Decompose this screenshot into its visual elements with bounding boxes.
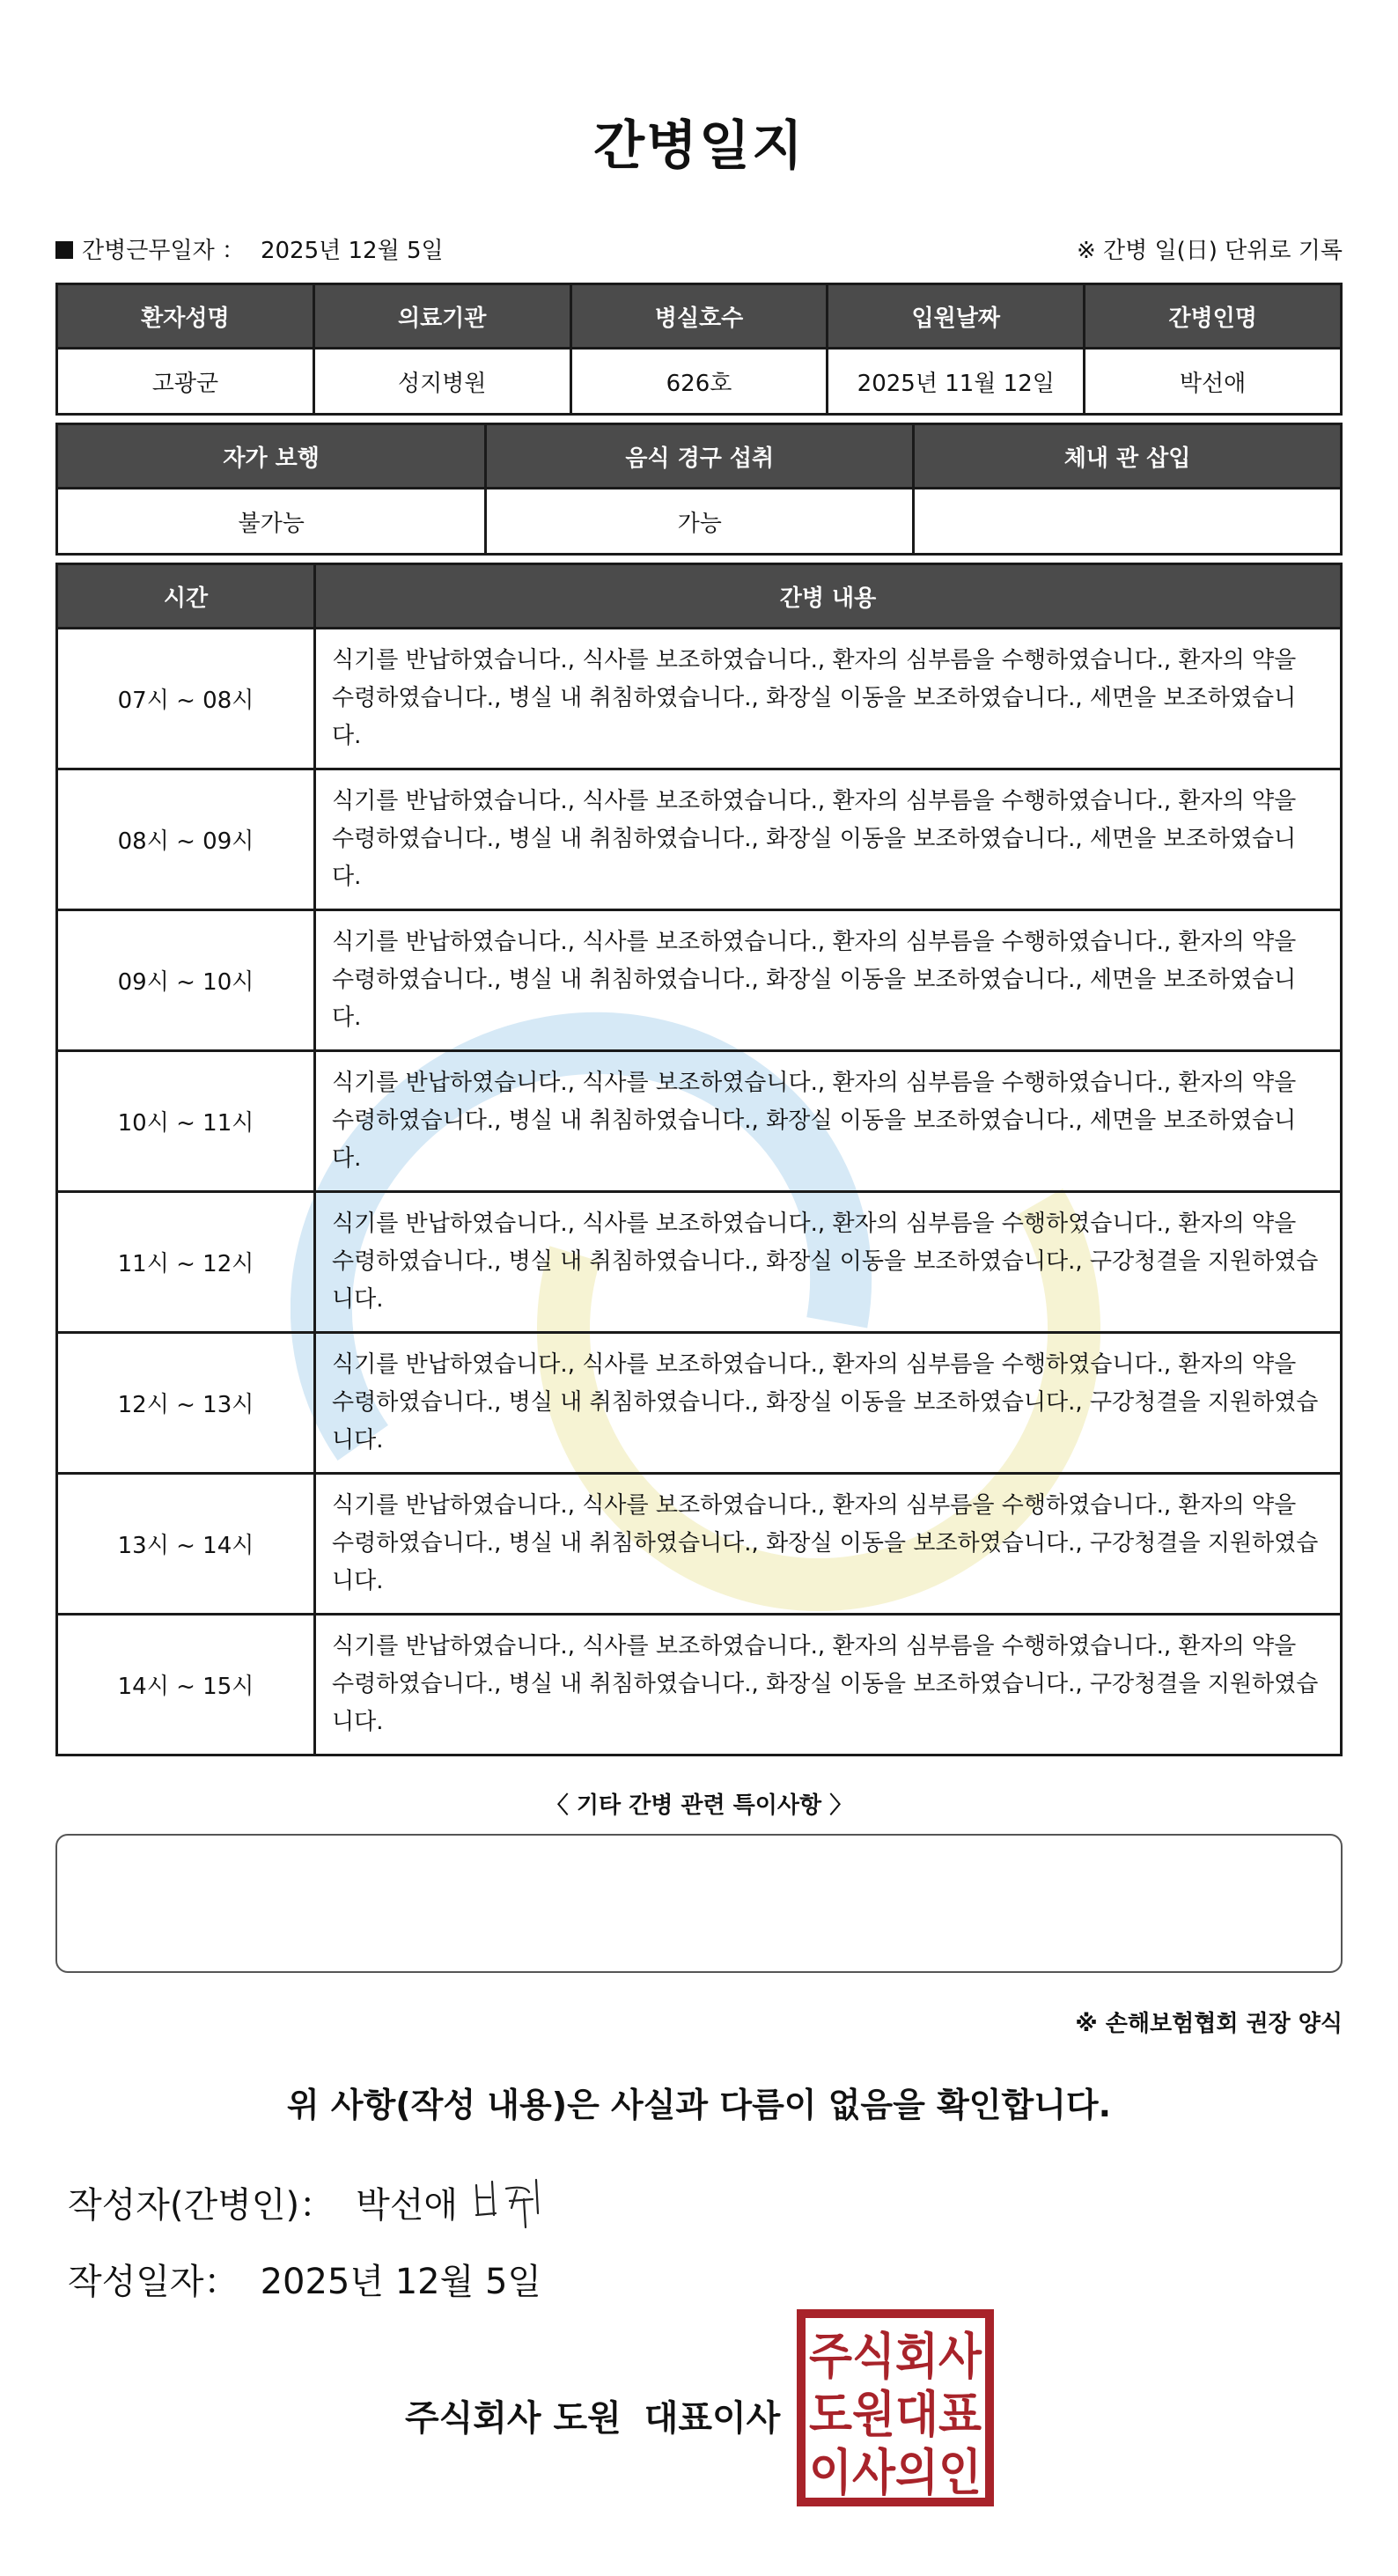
log-content: 식기를 반납하였습니다., 식사를 보조하였습니다., 환자의 심부름을 수행하였습니다., 환자의 약을 수령하였습니다., 병실 내 취침하였습니다., 화장실 이동을 보조하였습니다., 세면을 보조하였습니다.: [315, 910, 1342, 1051]
form-source-note: ※ 손해보험협회 권장 양식: [1075, 2011, 1343, 2037]
header-tube-insertion: 체내 관 삽입: [914, 424, 1342, 489]
patient-info-table: [55, 283, 1343, 416]
header-admission-date: 입원날짜: [828, 284, 1085, 349]
square-bullet-icon: [55, 241, 73, 259]
log-content: 식기를 반납하였습니다., 식사를 보조하였습니다., 환자의 심부름을 수행하였습니다., 환자의 약을 수령하였습니다., 병실 내 취침하였습니다., 화장실 이동을 보조하였습니다., 세면을 보조하였습니다.: [315, 629, 1342, 769]
table-row: [57, 629, 1342, 769]
special-notes-box: [55, 1834, 1343, 1973]
log-time: 14시 ~ 15시: [57, 1615, 315, 1755]
document-title: 간병일지: [593, 115, 805, 177]
write-date-line: [68, 2254, 541, 2304]
header-self-walking: 자가 보행: [57, 424, 486, 489]
patient-name: 고광군: [57, 349, 314, 415]
care-log-table: [55, 563, 1343, 1756]
writer-name: 박선애: [356, 2185, 458, 2226]
writer-line: [68, 2177, 458, 2227]
table-row: [57, 1051, 1342, 1192]
header-caregiver-name: 간병인명: [1085, 284, 1342, 349]
self-walking: 불가능: [57, 489, 486, 555]
log-time: 08시 ~ 09시: [57, 769, 315, 910]
log-content: 식기를 반납하였습니다., 식사를 보조하였습니다., 환자의 심부름을 수행하였습니다., 환자의 약을 수령하였습니다., 병실 내 취침하였습니다., 화장실 이동을 보조하였습니다., 구강청결을 지원하였습니다.: [315, 1333, 1342, 1474]
caregiver-name: 박선애: [1085, 349, 1342, 415]
header-time: 시간: [57, 564, 315, 629]
company-line: [405, 2390, 780, 2440]
table-row: [57, 910, 1342, 1051]
seal-text-line-3: 이사의인: [809, 2445, 982, 2502]
tube-insertion: [914, 489, 1342, 555]
header-oral-intake: 음식 경구 섭취: [486, 424, 914, 489]
hospital: 성지병원: [313, 349, 570, 415]
table-row: [57, 1192, 1342, 1333]
writer-label: 작성자(간병인)：: [68, 2185, 335, 2226]
header-hospital: 의료기관: [313, 284, 570, 349]
seal-text-line-1: 주식회사: [809, 2329, 982, 2386]
log-time: 10시 ~ 11시: [57, 1051, 315, 1192]
table-row: [57, 1615, 1342, 1755]
write-date-label: 작성일자：: [68, 2262, 239, 2302]
header-patient-name: 환자성명: [57, 284, 314, 349]
special-notes-title: 〈 기타 간병 관련 특이사항 〉: [545, 1792, 853, 1819]
header-room: 병실호수: [570, 284, 828, 349]
log-time: 07시 ~ 08시: [57, 629, 315, 769]
representative-title: 대표이사: [644, 2398, 781, 2439]
log-time: 09시 ~ 10시: [57, 910, 315, 1051]
log-content: 식기를 반납하였습니다., 식사를 보조하였습니다., 환자의 심부름을 수행하였습니다., 환자의 약을 수령하였습니다., 병실 내 취침하였습니다., 화장실 이동을 보조하였습니다., 구강청결을 지원하였습니다.: [315, 1192, 1342, 1333]
company-name: 주식회사 도원: [405, 2398, 622, 2439]
work-date: [55, 232, 444, 265]
room-number: 626호: [570, 349, 828, 415]
log-content: 식기를 반납하였습니다., 식사를 보조하였습니다., 환자의 심부름을 수행하였습니다., 환자의 약을 수령하였습니다., 병실 내 취침하였습니다., 화장실 이동을 보조하였습니다., 구강청결을 지원하였습니다.: [315, 1474, 1342, 1615]
confirmation-statement: 위 사항(작성 내용)은 사실과 다름이 없음을 확인합니다.: [286, 2086, 1112, 2124]
work-date-value: 2025년 12월 5일: [260, 238, 444, 264]
company-seal-stamp: [796, 2308, 995, 2507]
log-time: 13시 ~ 14시: [57, 1474, 315, 1615]
write-date-value: 2025년 12월 5일: [260, 2262, 542, 2302]
table-row: [57, 1333, 1342, 1474]
oral-intake: 가능: [486, 489, 914, 555]
admission-date: 2025년 11월 12일: [828, 349, 1085, 415]
record-unit-note: ※ 간병 일(日) 단위로 기록: [1076, 238, 1343, 264]
table-row: [57, 1474, 1342, 1615]
meta-row: [55, 232, 1343, 268]
log-content: 식기를 반납하였습니다., 식사를 보조하였습니다., 환자의 심부름을 수행하였습니다., 환자의 약을 수령하였습니다., 병실 내 취침하였습니다., 화장실 이동을 보조하였습니다., 구강청결을 지원하였습니다.: [315, 1615, 1342, 1755]
handwritten-signature-icon: [471, 2173, 568, 2234]
table-row: [57, 769, 1342, 910]
log-content: 식기를 반납하였습니다., 식사를 보조하였습니다., 환자의 심부름을 수행하였습니다., 환자의 약을 수령하였습니다., 병실 내 취침하였습니다., 화장실 이동을 보조하였습니다., 세면을 보조하였습니다.: [315, 1051, 1342, 1192]
log-content: 식기를 반납하였습니다., 식사를 보조하였습니다., 환자의 심부름을 수행하였습니다., 환자의 약을 수령하였습니다., 병실 내 취침하였습니다., 화장실 이동을 보조하였습니다., 세면을 보조하였습니다.: [315, 769, 1342, 910]
header-care-content: 간병 내용: [315, 564, 1342, 629]
seal-text-line-2: 도원대표: [809, 2387, 982, 2444]
work-date-label: 간병근무일자 ：: [82, 238, 245, 264]
log-time: 12시 ~ 13시: [57, 1333, 315, 1474]
log-time: 11시 ~ 12시: [57, 1192, 315, 1333]
patient-status-table: [55, 423, 1343, 556]
